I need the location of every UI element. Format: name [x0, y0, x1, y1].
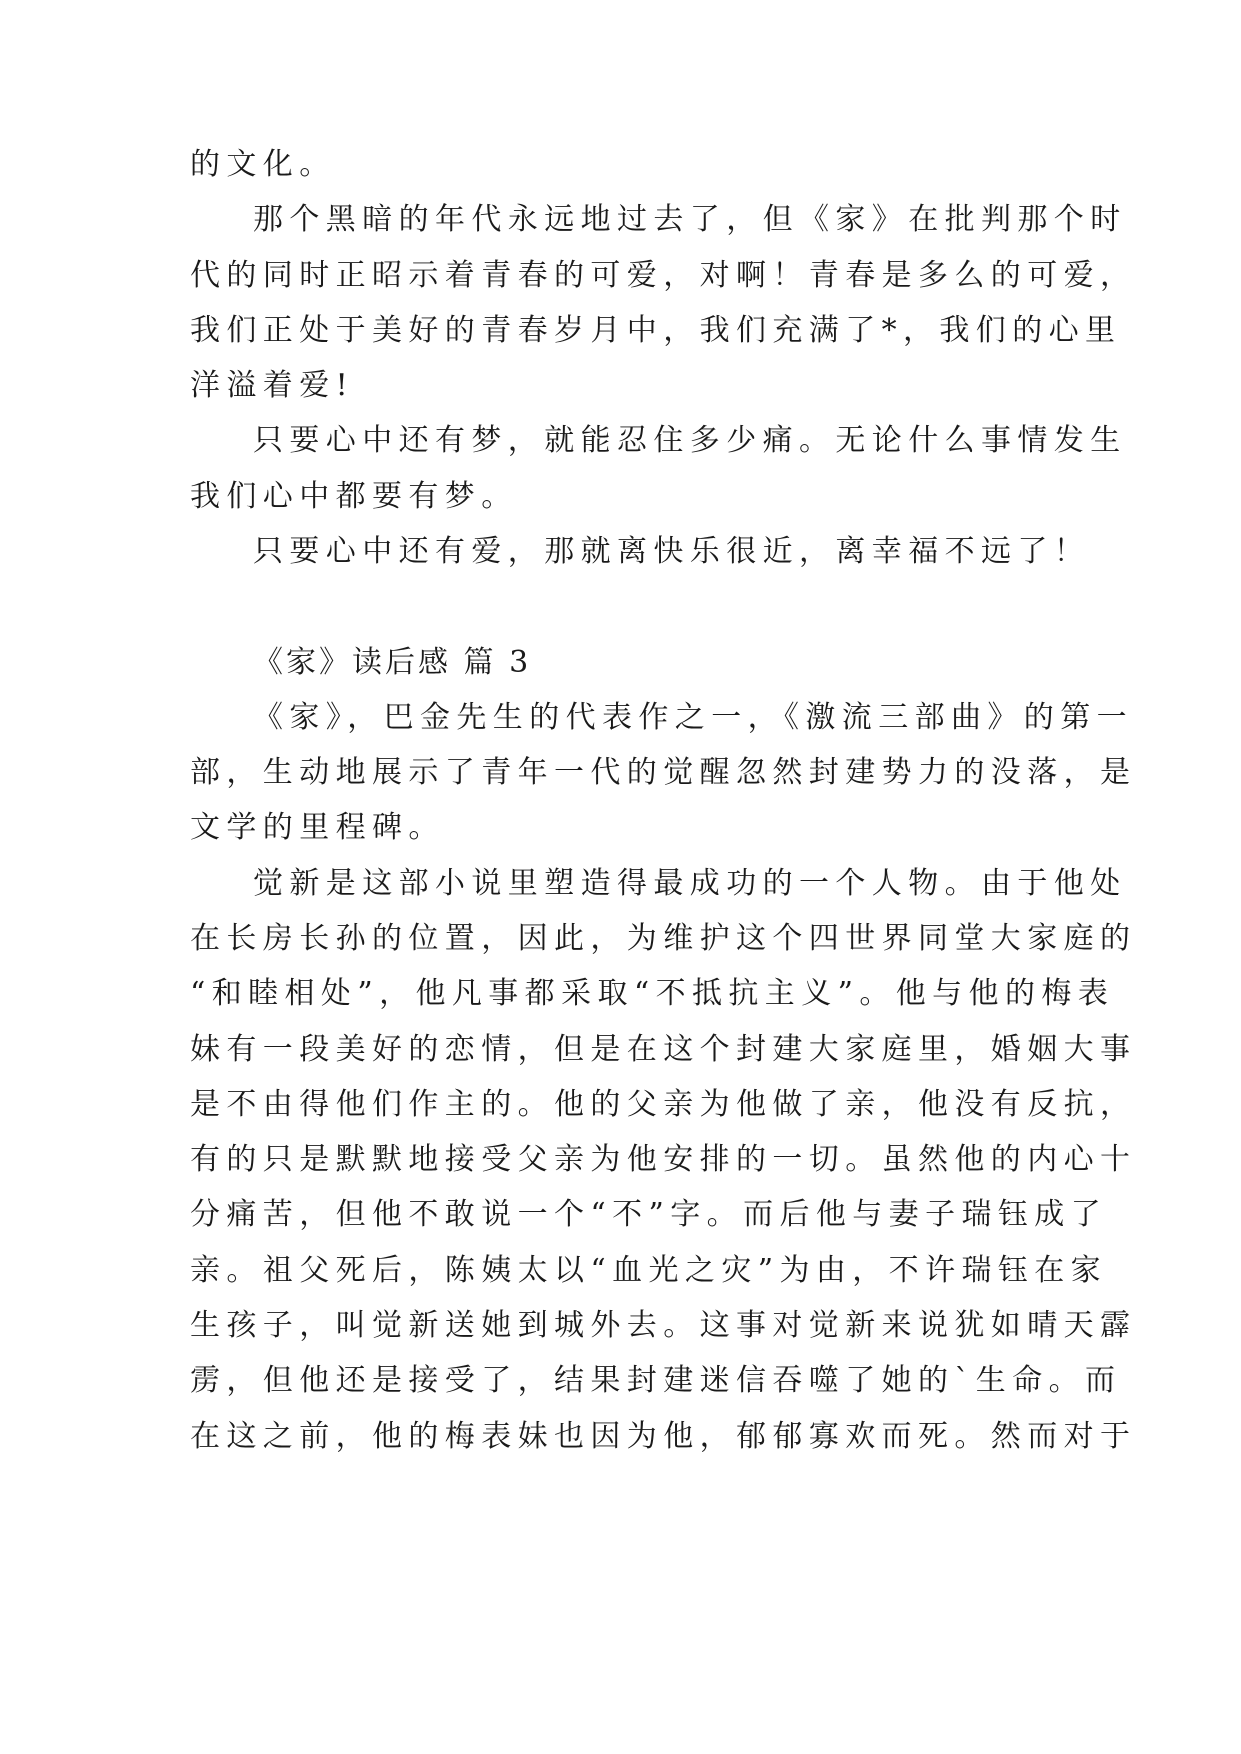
text-line: 在长房长孙的位置，因此，为维护这个四世界同堂大家庭的	[190, 921, 1137, 956]
paragraph-start-line: 《家》，巴金先生的代表作之一，《激流三部曲》的第一	[253, 700, 1133, 735]
text-line: 分痛苦，但他不敢说一个“不”字。而后他与妻子瑞钰成了	[190, 1197, 1108, 1232]
paragraph-start-line: 只要心中还有爱，那就离快乐很近，离幸福不远了！	[253, 534, 1091, 569]
text-line: 文学的里程碑。	[190, 810, 445, 845]
paragraph-start-line: 那个黑暗的年代永远地过去了，但《家》在批判那个时	[253, 202, 1127, 237]
section-heading: 《家》读后感 篇 3	[253, 645, 532, 680]
text-line: 代的同时正昭示着青春的可爱，对啊！青春是多么的可爱，	[190, 258, 1137, 293]
paragraph-start-line: 只要心中还有梦，就能忍住多少痛。无论什么事情发生	[253, 423, 1127, 458]
text-line: 雳，但他还是接受了，结果封建迷信吞噬了她的`生命。而	[190, 1363, 1122, 1398]
text-line: 生孩子，叫觉新送她到城外去。这事对觉新来说犹如晴天霹	[190, 1308, 1137, 1343]
text-line: 亲。祖父死后，陈姨太以“血光之灾”为由，不许瑞钰在家	[190, 1253, 1108, 1288]
text-line: 在这之前，他的梅表妹也因为他，郁郁寡欢而死。然而对于	[190, 1419, 1137, 1454]
text-line: 妹有一段美好的恋情，但是在这个封建大家庭里，婚姻大事	[190, 1032, 1137, 1067]
text-line: 的文化。	[190, 147, 336, 182]
paragraph-start-line: 觉新是这部小说里塑造得最成功的一个人物。由于他处	[253, 866, 1127, 901]
text-line: “和睦相处”，他凡事都采取“不抵抗主义”。他与他的梅表	[190, 976, 1115, 1011]
text-line: 有的只是默默地接受父亲为他安排的一切。虽然他的内心十	[190, 1142, 1137, 1177]
text-line: 我们正处于美好的青春岁月中，我们充满了*，我们的心里	[190, 313, 1122, 348]
text-line: 我们心中都要有梦。	[190, 479, 518, 514]
text-line: 是不由得他们作主的。他的父亲为他做了亲，他没有反抗，	[190, 1087, 1137, 1122]
text-line: 洋溢着爱!	[190, 368, 355, 403]
text-line: 部，生动地展示了青年一代的觉醒忽然封建势力的没落，是	[190, 755, 1137, 790]
